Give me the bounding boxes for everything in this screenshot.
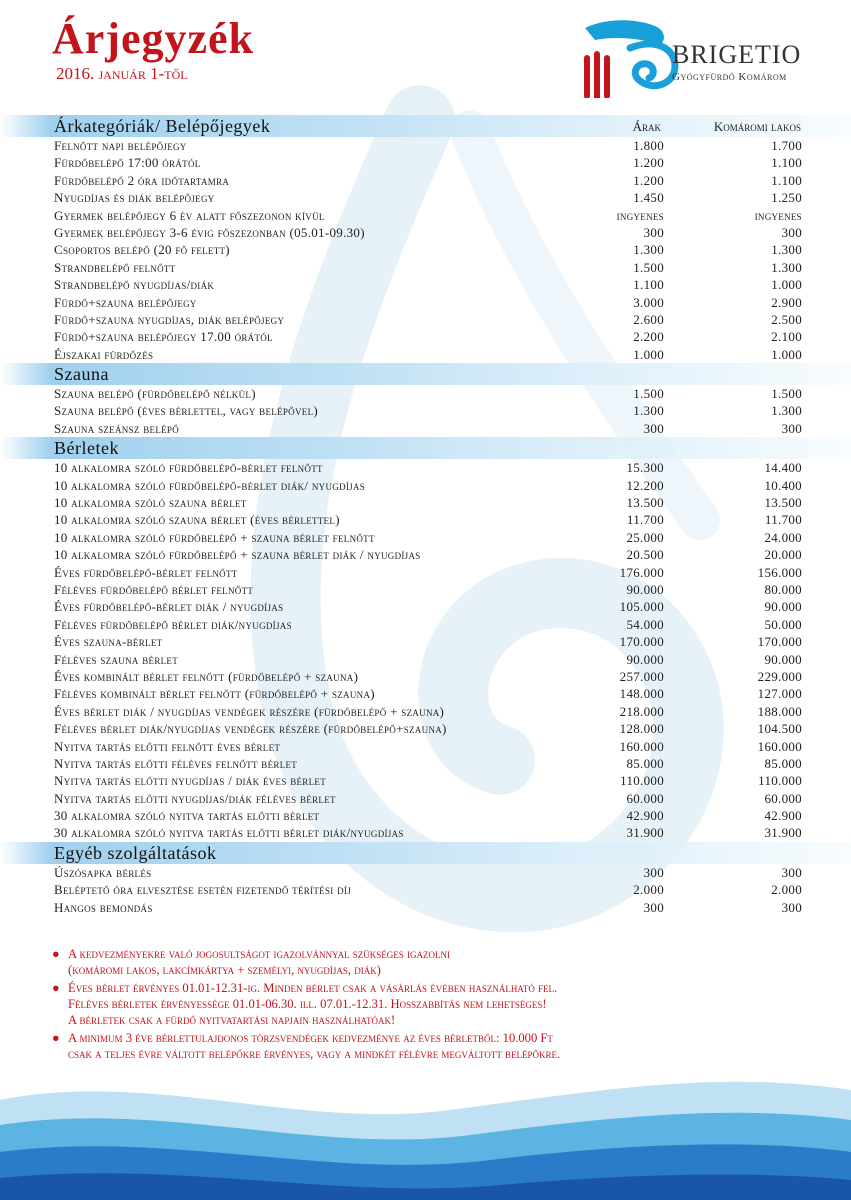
table-row bbox=[0, 668, 851, 685]
table-row bbox=[0, 346, 851, 363]
note-line: A bérletek csak a fürdő nyitvatartási napjain használhatóak! bbox=[68, 1013, 396, 1027]
row-price: 12.200 bbox=[626, 477, 664, 493]
section-title: Szauna bbox=[54, 364, 109, 385]
table-row bbox=[0, 703, 851, 720]
row-local-price: 1.250 bbox=[771, 190, 802, 206]
table-row bbox=[0, 738, 851, 755]
row-local-price: 1.300 bbox=[771, 259, 802, 275]
row-price: 1.100 bbox=[633, 277, 664, 293]
row-name: 10 alkalomra szóló fürdőbelépő + szauna bérlet felnőtt bbox=[54, 529, 375, 545]
note-line: (komáromi lakos, lakcímkártya + személyi, nyugdíjas, diák) bbox=[68, 963, 381, 977]
row-name: 10 alkalomra szóló fürdőbelépő-bérlet diák/ nyugdíjas bbox=[54, 477, 366, 493]
row-name: Féléves fürdőbelépő bérlet felnőtt bbox=[54, 581, 254, 597]
row-name: 10 alkalomra szóló szauna bérlet bbox=[54, 495, 247, 511]
row-local-price: 24.000 bbox=[764, 529, 802, 545]
row-local-price: 188.000 bbox=[757, 703, 802, 719]
row-price: 300 bbox=[643, 420, 664, 436]
table-row bbox=[0, 824, 851, 841]
row-local-price: 20.000 bbox=[764, 547, 802, 563]
row-local-price: 10.400 bbox=[764, 477, 802, 493]
row-name: Féléves fürdőbelépő bérlet diák/nyugdíjas bbox=[54, 616, 292, 632]
logo-name: BRIGETIO bbox=[672, 40, 802, 69]
row-local-price: 300 bbox=[781, 420, 802, 436]
row-name: 30 alkalomra szóló nyitva tartás előtti bérlet diák/nyugdíjas bbox=[54, 825, 404, 841]
row-local-price: ingyenes bbox=[754, 207, 802, 223]
row-price: 105.000 bbox=[619, 599, 664, 615]
row-name: 30 alkalomra szóló nyitva tartás előtti bérlet bbox=[54, 808, 320, 824]
note-item bbox=[52, 946, 812, 978]
row-name: Nyitva tartás előtti felnőtt éves bérlet bbox=[54, 738, 281, 754]
row-name: Felnőtt napi belépőjegy bbox=[54, 138, 187, 153]
table-row bbox=[0, 294, 851, 311]
row-price: 13.500 bbox=[626, 495, 664, 511]
table-row bbox=[0, 385, 851, 402]
row-name: 10 alkalomra szóló szauna bérlet (éves bérlettel) bbox=[54, 512, 340, 528]
row-local-price: 170.000 bbox=[757, 634, 802, 650]
row-local-price: 2.500 bbox=[771, 311, 802, 327]
table-row bbox=[0, 598, 851, 615]
row-price: 1.500 bbox=[633, 386, 664, 402]
row-local-price: 1.100 bbox=[771, 155, 802, 171]
row-price: 148.000 bbox=[619, 686, 664, 702]
row-price: 90.000 bbox=[626, 581, 664, 597]
table-row bbox=[0, 259, 851, 276]
row-name: Szauna belépő (fürdőbelépő nélkül) bbox=[54, 386, 256, 402]
row-local-price: 2.100 bbox=[771, 329, 802, 345]
row-name: Éves kombinált bérlet felnőtt (fürdőbelépő + szauna) bbox=[54, 668, 359, 684]
price-table bbox=[0, 115, 851, 916]
table-row bbox=[0, 651, 851, 668]
note-line: Féléves bérletek érvényessége 01.01-06.30. ill. 07.01.-12.31. Hosszabbítás nem lehetséges! bbox=[68, 997, 547, 1011]
row-price: 128.000 bbox=[619, 721, 664, 737]
row-local-price: 60.000 bbox=[764, 790, 802, 806]
note-item bbox=[52, 1030, 812, 1062]
row-price: 42.900 bbox=[626, 808, 664, 824]
row-local-price: 1.100 bbox=[771, 172, 802, 188]
note-line: A kedvezményekre való jogosultságot igazolvánnyal szükséges igazolni bbox=[68, 947, 450, 961]
row-name: Gyermek belépőjegy 3-6 évig főszezonban (05.01-09.30) bbox=[54, 224, 365, 240]
row-price: 1.200 bbox=[633, 155, 664, 171]
table-row bbox=[0, 546, 851, 563]
section-title: Egyéb szolgáltatások bbox=[54, 842, 217, 863]
row-price: 1.000 bbox=[633, 346, 664, 362]
bullet-icon: ● bbox=[52, 1031, 60, 1045]
row-name: Éves bérlet diák / nyugdíjas vendégek részére (fürdőbelépő + szauna) bbox=[54, 703, 445, 719]
table-row bbox=[0, 420, 851, 437]
row-name: 10 alkalomra szóló fürdőbelépő-bérlet felnőtt bbox=[54, 460, 323, 476]
row-price: 160.000 bbox=[619, 738, 664, 754]
table-row bbox=[0, 207, 851, 224]
row-price: 15.300 bbox=[626, 460, 664, 476]
row-price: 25.000 bbox=[626, 529, 664, 545]
table-row bbox=[0, 154, 851, 171]
note-line: csak a teljes évre váltott belépőkre érvényes, vagy a mindkét félévre megváltott belépőkre. bbox=[68, 1047, 561, 1061]
row-local-price: 156.000 bbox=[757, 564, 802, 580]
row-name: Fürdőbelépő 2 óra időtartamra bbox=[54, 172, 230, 188]
table-row bbox=[0, 616, 851, 633]
table-row bbox=[0, 511, 851, 528]
table-row bbox=[0, 224, 851, 241]
row-name: Féléves bérlet diák/nyugdíjas vendégek részére (fürdőbelépő+szauna) bbox=[54, 721, 447, 737]
row-price: 90.000 bbox=[626, 651, 664, 667]
row-name: Éves fürdőbelépő-bérlet diák / nyugdíjas bbox=[54, 599, 284, 615]
table-row bbox=[0, 311, 851, 328]
row-name: Éves szauna-bérlet bbox=[54, 634, 163, 650]
row-price: 110.000 bbox=[620, 773, 664, 789]
row-name: Fürdő+szauna belépőjegy bbox=[54, 294, 197, 310]
row-local-price: 300 bbox=[781, 899, 802, 915]
row-price: 85.000 bbox=[626, 755, 664, 771]
row-price: 20.500 bbox=[626, 547, 664, 563]
note-item bbox=[52, 980, 812, 1028]
section-header bbox=[0, 437, 851, 459]
row-price: 11.700 bbox=[626, 512, 664, 528]
table-row bbox=[0, 137, 851, 154]
row-name: Fürdő+szauna belépőjegy 17.00 órától bbox=[54, 329, 273, 345]
row-local-price: 50.000 bbox=[764, 616, 802, 632]
row-price: 218.000 bbox=[619, 703, 664, 719]
section-title: Árkategóriák/ Belépőjegyek bbox=[54, 116, 271, 136]
row-name: 10 alkalomra szóló fürdőbelépő + szauna bérlet diák / nyugdíjas bbox=[54, 547, 421, 563]
row-local-price: 1.300 bbox=[771, 403, 802, 419]
table-row bbox=[0, 189, 851, 206]
table-row bbox=[0, 529, 851, 546]
row-name: Féléves szauna bérlet bbox=[54, 651, 179, 667]
row-name: Féléves kombinált bérlet felnőtt (fürdőbelépő + szauna) bbox=[54, 686, 375, 702]
logo-subtitle: Gyógyfürdő Komárom bbox=[672, 71, 787, 83]
row-name: Éves fürdőbelépő-bérlet felnőtt bbox=[54, 564, 238, 580]
row-price: 60.000 bbox=[626, 790, 664, 806]
row-local-price: 85.000 bbox=[764, 755, 802, 771]
bullet-icon: ● bbox=[52, 947, 60, 961]
row-price: 2.000 bbox=[633, 882, 664, 898]
row-name: Csoportos belépő (20 fő felett) bbox=[54, 242, 230, 258]
row-price: 31.900 bbox=[626, 825, 664, 841]
row-price: 1.500 bbox=[633, 259, 664, 275]
row-price: 54.000 bbox=[626, 616, 664, 632]
row-local-price: 160.000 bbox=[757, 738, 802, 754]
table-row bbox=[0, 899, 851, 916]
note-line: Éves bérlet érvényes 01.01-12.31-ig. Minden bérlet csak a vásárlás évében használható fel. bbox=[68, 981, 558, 995]
row-local-price: 31.900 bbox=[764, 825, 802, 841]
bullet-icon: ● bbox=[52, 981, 60, 995]
row-name: Beléptető óra elvesztése esetén fizetendő térítési díj bbox=[54, 882, 352, 898]
row-name: Strandbelépő felnőtt bbox=[54, 259, 176, 275]
row-name: Strandbelépő nyugdíjas/diák bbox=[54, 277, 215, 293]
table-row bbox=[0, 864, 851, 881]
table-row bbox=[0, 459, 851, 476]
note-line: A minimum 3 éve bérlettulajdonos törzsvendégek kedvezménye az éves bérletből: 10.000 Ft bbox=[68, 1031, 553, 1045]
row-price: 1.300 bbox=[633, 242, 664, 258]
row-local-price: 300 bbox=[781, 224, 802, 240]
table-row bbox=[0, 807, 851, 824]
row-name: Nyugdíjas és diák belépőjegy bbox=[54, 190, 215, 206]
table-row bbox=[0, 772, 851, 789]
row-name: Éjszakai fürdőzés bbox=[54, 346, 154, 362]
row-name: Szauna belépő (éves bérlettel, vagy belépővel) bbox=[54, 403, 319, 419]
row-name: Nyitva tartás előtti nyugdíjas / diák éves bérlet bbox=[54, 773, 327, 789]
row-price: 1.300 bbox=[633, 403, 664, 419]
row-price: 2.600 bbox=[633, 311, 664, 327]
row-local-price: 104.500 bbox=[757, 721, 802, 737]
table-row bbox=[0, 328, 851, 345]
table-row bbox=[0, 790, 851, 807]
row-name: Úszósapka bérlés bbox=[54, 864, 152, 880]
table-row bbox=[0, 477, 851, 494]
row-local-price: 42.900 bbox=[764, 808, 802, 824]
row-name: Szauna szeánsz belépő bbox=[54, 420, 180, 436]
table-row bbox=[0, 241, 851, 258]
row-price: 170.000 bbox=[619, 634, 664, 650]
row-price: 257.000 bbox=[619, 668, 664, 684]
section-header bbox=[0, 842, 851, 864]
table-row bbox=[0, 402, 851, 419]
row-local-price: 14.400 bbox=[764, 460, 802, 476]
row-local-price: 229.000 bbox=[757, 668, 802, 684]
column-header-price: Árak bbox=[632, 119, 661, 134]
table-row bbox=[0, 172, 851, 189]
row-local-price: 80.000 bbox=[764, 581, 802, 597]
row-name: Nyitva tartás előtti nyugdíjas/diák féléves bérlet bbox=[54, 790, 336, 806]
row-name: Fürdő+szauna nyugdíjas, diák belépőjegy bbox=[54, 311, 285, 327]
row-name: Gyermek belépőjegy 6 év alatt főszezonon kívül bbox=[54, 207, 325, 223]
table-row bbox=[0, 633, 851, 650]
row-local-price: 2.000 bbox=[771, 882, 802, 898]
table-row bbox=[0, 720, 851, 737]
table-row bbox=[0, 494, 851, 511]
row-price: 1.450 bbox=[633, 190, 664, 206]
section-title: Bérletek bbox=[54, 438, 119, 459]
row-price: 300 bbox=[643, 899, 664, 915]
page-subtitle: 2016. január 1-től bbox=[56, 64, 188, 83]
row-local-price: 11.700 bbox=[764, 512, 802, 528]
row-local-price: 300 bbox=[781, 864, 802, 880]
row-price: 300 bbox=[643, 224, 664, 240]
row-price: 2.200 bbox=[633, 329, 664, 345]
footer-waves bbox=[0, 1060, 851, 1200]
table-row bbox=[0, 881, 851, 898]
row-name: Hangos bemondás bbox=[54, 899, 153, 915]
table-row bbox=[0, 581, 851, 598]
row-local-price: 2.900 bbox=[771, 294, 802, 310]
table-row bbox=[0, 685, 851, 702]
section-header bbox=[0, 115, 851, 137]
row-local-price: 1.000 bbox=[771, 346, 802, 362]
row-local-price: 127.000 bbox=[757, 686, 802, 702]
row-local-price: 1.300 bbox=[771, 242, 802, 258]
table-row bbox=[0, 276, 851, 293]
row-local-price: 90.000 bbox=[764, 599, 802, 615]
row-price: ingyenes bbox=[616, 207, 664, 223]
row-local-price: 1.000 bbox=[771, 277, 802, 293]
row-name: Fürdőbelépő 17:00 órától bbox=[54, 155, 201, 171]
row-local-price: 110.000 bbox=[758, 773, 802, 789]
row-price: 3.000 bbox=[633, 294, 664, 310]
page-title: Árjegyzék bbox=[52, 14, 255, 63]
table-row bbox=[0, 755, 851, 772]
row-name: Nyitva tartás előtti féléves felnőtt bérlet bbox=[54, 755, 298, 771]
section-header bbox=[0, 363, 851, 385]
row-price: 1.800 bbox=[633, 138, 664, 153]
notes bbox=[52, 946, 812, 1064]
row-local-price: 1.700 bbox=[771, 138, 802, 153]
row-price: 1.200 bbox=[633, 172, 664, 188]
row-local-price: 90.000 bbox=[764, 651, 802, 667]
row-local-price: 1.500 bbox=[771, 386, 802, 402]
row-price: 300 bbox=[643, 864, 664, 880]
table-row bbox=[0, 564, 851, 581]
row-local-price: 13.500 bbox=[764, 495, 802, 511]
row-price: 176.000 bbox=[619, 564, 664, 580]
column-header-local: Komáromi lakos bbox=[713, 119, 801, 134]
